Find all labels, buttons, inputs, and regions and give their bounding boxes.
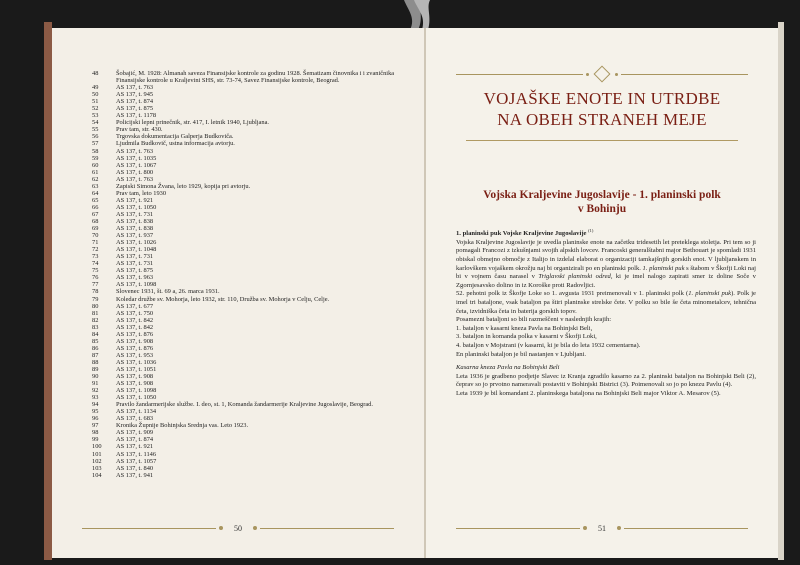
endnote-number: 55	[92, 126, 99, 134]
endnote-item	[92, 288, 410, 295]
endnote-number: 71	[92, 239, 99, 247]
paragraph: Vojska Kraljevine Jugoslavije je uvedla planinske enote na začetku tridesetih let preteklega stoletja. Pri tem so ji pomagali Francozi z izkušnjami svojih alpskih lovcev. Francoski generalštabni major Bethouart je spomladi 1931 obiskal obmejno območje z Italijo in izdelal elaborat o organizaciji tamkajšnjih gorskih enot. V ljubljanskem in karlovškem vojaškem okrožju naj bi organizirali po en planinski polk. 1. planinski puk s štabom v Škofji Loki naj bi v vojnem času narasel v Triglavski planinski odred, ki je imel nalogo zapirati smer iz doline Soče v Zgornjesavsko dolino in iz Koroške proti Radovljici.	[456, 238, 756, 289]
list-item: 4. bataljon v Mojstrani (v kasarni, ki je bila do leta 1932 cementarna).	[456, 341, 641, 349]
endnote-number: 70	[92, 232, 99, 240]
endnote-item	[92, 317, 410, 324]
endnote-item	[92, 472, 410, 479]
endnote-number: 54	[92, 119, 99, 127]
endnote-number: 63	[92, 182, 99, 190]
endnote-number: 53	[92, 112, 99, 120]
top-ornament	[456, 68, 748, 80]
section-title-line: v Bohinju	[577, 203, 627, 215]
endnote-text: AS 137, t. 874	[116, 436, 154, 444]
endnote-text: AS 137, t. 842	[116, 323, 154, 331]
endnote-text: AS 137, t. 1050	[116, 203, 157, 211]
endnote-number: 61	[92, 168, 99, 176]
endnote-text: AS 137, t. 677	[116, 302, 154, 310]
endnote-number: 82	[92, 316, 99, 324]
endnote-item	[92, 140, 410, 147]
endnote-number: 74	[92, 260, 99, 268]
endnote-text: Prav tam, leto 1930	[116, 189, 167, 197]
endnote-text: AS 137, t. 875	[116, 267, 154, 275]
endnote-number: 67	[92, 210, 99, 218]
endnote-text: AS 137, t. 937	[116, 232, 154, 240]
endnote-text: AS 137, t. 842	[116, 316, 154, 324]
endnote-item	[92, 296, 410, 303]
endnote-number: 102	[92, 457, 102, 465]
endnote-text: Slovenec 1931, št. 69 a, 26. marca 1931.	[116, 288, 220, 296]
endnote-item	[92, 133, 410, 140]
endnote-number: 60	[92, 161, 99, 169]
endnote-number: 78	[92, 288, 99, 296]
endnote-item	[92, 359, 410, 366]
endnote-number: 92	[92, 387, 99, 395]
endnotes-list	[92, 70, 410, 479]
endnote-number: 89	[92, 365, 99, 373]
endnote-number: 88	[92, 358, 99, 366]
endnote-number: 57	[92, 140, 99, 148]
endnote-number: 69	[92, 225, 99, 233]
endnote-text: Policijski lepni prinečnik, str. 417, I. letnik 1940, Ljubljana.	[116, 119, 270, 127]
list-item: En planinski bataljon je bil nastanjen v Ljubljani.	[456, 350, 587, 358]
endnote-text: AS 137, t. 874	[116, 98, 154, 106]
endnote-item	[92, 84, 410, 91]
endnote-number: 99	[92, 436, 99, 444]
endnote-text: AS 137, t. 1098	[116, 387, 157, 395]
section-title-line: Vojska Kraljevine Jugoslavije - 1. planinski polk	[483, 189, 721, 201]
endnote-item	[92, 267, 410, 274]
endnote-text: AS 137, t. 1057	[116, 457, 157, 465]
endnote-number: 66	[92, 203, 99, 211]
endnote-item	[92, 465, 410, 472]
paragraph: Posamezni bataljoni so bili razmeščeni v naslednjih krajih:	[456, 316, 612, 324]
endnote-text: AS 137, t. 1067	[116, 161, 157, 169]
endnote-item	[92, 373, 410, 380]
endnote-number: 84	[92, 330, 99, 338]
endnote-number: 59	[92, 154, 99, 162]
endnote-number: 58	[92, 147, 99, 155]
endnote-item	[92, 429, 410, 436]
chapter-title-line: NA OBEH STRANEH MEJE	[497, 110, 707, 129]
paragraph: 52. pehotni polk iz Škofje Loke so 1. avgusta 1931 preimenovali v 1. planinski polk (1. planinski puk). Polk je imel tri bataljone, vsak bataljon pa štiri planinske strelske čete. V polku so bile še četa minometalcev, tehnična četa, izvidniška četa in baterija gorskih topov.	[456, 290, 756, 315]
chapter-title	[446, 88, 758, 130]
endnote-number: 48	[92, 70, 99, 77]
endnote-item	[92, 338, 410, 345]
endnote-item	[92, 394, 410, 401]
endnote-text: AS 137, t. 909	[116, 429, 154, 437]
endnote-text: AS 137, t. 876	[116, 344, 154, 352]
endnote-text: Prav tam, str. 430.	[116, 126, 163, 134]
endnote-item	[92, 408, 410, 415]
subheading: 1. planinski puk Vojske Kraljevine Jugoslavije	[456, 230, 587, 238]
endnote-text: Koledar družbe sv. Mohorja, leto 1932, str. 110, Družba sv. Mohorja v Celju, Celje.	[116, 295, 330, 303]
endnote-text: AS 137, t. 876	[116, 330, 154, 338]
list-item: 1. bataljon v kasarni kneza Pavla na Bohinjski Beli,	[456, 324, 593, 332]
endnote-text: AS 137, t. 921	[116, 443, 154, 451]
endnote-text: AS 137, t. 731	[116, 260, 154, 268]
list-item: 3. bataljon in komanda polka v kasarni v Škofji Loki,	[456, 333, 597, 341]
endnote-number: 80	[92, 302, 99, 310]
endnote-text: AS 137, t. 908	[116, 337, 154, 345]
endnote-number: 50	[92, 91, 99, 99]
ornament-emblem-icon	[594, 66, 611, 83]
endnote-item	[92, 401, 410, 408]
endnote-item	[92, 310, 410, 317]
book-cover-edge	[44, 22, 52, 560]
endnote-text: AS 137, t. 763	[116, 175, 154, 183]
endnote-item	[92, 119, 410, 126]
left-footer	[82, 522, 394, 534]
endnote-item	[92, 352, 410, 359]
endnote-text: Trgovska dokumentacija Galperja Budkoviča.	[116, 133, 234, 141]
endnote-text: AS 137, t. 1134	[116, 408, 157, 416]
endnote-text: Šobajić, M. 1928: Almanah saveza Finansijske kontrole za godinu 1928. Šematizam činovnika i i zvaničnika Finansijske kontrole u Kraljevini SHS, str. 73-74, Savez Finansijske kontrole, Beograd.	[116, 70, 395, 85]
endnote-text: AS 137, t. 908	[116, 373, 154, 381]
endnote-number: 91	[92, 380, 99, 388]
endnote-item	[92, 225, 410, 232]
endnote-text: Zapiski Simona Žvana, leto 1929, kopija pri avtorju.	[116, 182, 251, 190]
endnote-number: 72	[92, 246, 99, 254]
endnote-number: 65	[92, 196, 99, 204]
endnote-item	[92, 422, 410, 429]
endnote-item	[92, 70, 410, 84]
endnote-item	[92, 204, 410, 211]
endnote-text: AS 137, t. 763	[116, 84, 154, 92]
endnote-item	[92, 331, 410, 338]
endnote-number: 49	[92, 84, 99, 92]
endnote-number: 64	[92, 189, 99, 197]
endnote-item	[92, 126, 410, 133]
endnote-text: Kronika Župnije Bohinjska Srednja vas. Leto 1923.	[116, 422, 249, 430]
endnote-item	[92, 366, 410, 373]
endnote-item	[92, 281, 410, 288]
endnote-number: 104	[92, 471, 102, 479]
endnote-item	[92, 162, 410, 169]
endnote-item	[92, 112, 410, 119]
endnote-text: AS 137, t. 800	[116, 168, 154, 176]
endnote-text: AS 137, t. 838	[116, 225, 154, 233]
endnote-item	[92, 218, 410, 225]
page-number-right: 51	[598, 523, 606, 533]
endnote-item	[92, 387, 410, 394]
endnote-number: 95	[92, 408, 99, 416]
endnote-item	[92, 148, 410, 155]
endnote-number: 81	[92, 309, 99, 317]
page-number-left: 50	[234, 523, 242, 533]
endnote-text: AS 137, t. 731	[116, 210, 154, 218]
endnote-item	[92, 274, 410, 281]
endnote-number: 85	[92, 337, 99, 345]
endnote-text: AS 137, t. 750	[116, 309, 154, 317]
endnote-number: 86	[92, 344, 99, 352]
endnote-text: AS 137, t. 1098	[116, 281, 157, 289]
endnote-text: AS 137, t. 1036	[116, 358, 157, 366]
endnote-number: 101	[92, 450, 102, 458]
endnote-number: 68	[92, 217, 99, 225]
subsection-heading: Kasarna kneza Pavla na Bohinjski Beli	[456, 364, 560, 372]
endnote-number: 87	[92, 351, 99, 359]
endnote-number: 93	[92, 394, 99, 402]
endnote-text: Ljudmila Budkovič, ustna informacija avtorju.	[116, 140, 235, 148]
endnote-text: AS 137, t. 908	[116, 380, 154, 388]
endnote-item	[92, 155, 410, 162]
endnote-number: 96	[92, 415, 99, 423]
endnote-item	[92, 183, 410, 190]
endnote-number: 83	[92, 323, 99, 331]
endnote-text: AS 137, t. 1048	[116, 246, 157, 254]
endnote-item	[92, 436, 410, 443]
endnote-item	[92, 253, 410, 260]
endnote-item	[92, 324, 410, 331]
endnote-text: AS 137, t. 875	[116, 105, 154, 113]
section-title	[446, 188, 758, 216]
endnote-item	[92, 91, 410, 98]
endnote-text: AS 137, t. 1051	[116, 365, 157, 373]
right-footer	[456, 522, 748, 534]
footnote-ref: (1)	[588, 228, 594, 233]
endnote-text: AS 137, t. 683	[116, 415, 154, 423]
endnote-number: 62	[92, 175, 99, 183]
endnote-number: 97	[92, 422, 99, 430]
right-page	[426, 28, 778, 558]
paragraph: Leta 1939 je bil komandant 2. planinskega bataljona na Bohinjski Beli major Viktor A. Mesarov (5).	[456, 389, 721, 397]
endnote-text: AS 137, t. 1050	[116, 394, 157, 402]
endnote-number: 76	[92, 274, 99, 282]
endnote-text: AS 137, t. 963	[116, 274, 154, 282]
endnote-number: 75	[92, 267, 99, 275]
endnote-item	[92, 232, 410, 239]
book-page-edge	[778, 22, 784, 560]
endnote-item	[92, 197, 410, 204]
bookmark-ribbon-icon	[396, 0, 436, 30]
endnote-text: Pravilo žandarmerijske službe. I. deo, st. 1, Komanda žandarmerije Kraljevine Jugoslavije, Beograd.	[116, 401, 373, 409]
endnote-item	[92, 239, 410, 246]
endnote-text: AS 137, t. 953	[116, 351, 154, 359]
endnote-item	[92, 260, 410, 267]
endnote-number: 103	[92, 464, 102, 472]
endnote-number: 51	[92, 98, 99, 106]
endnote-number: 90	[92, 373, 99, 381]
endnote-number: 100	[92, 443, 102, 451]
endnote-number: 98	[92, 429, 99, 437]
endnote-item	[92, 176, 410, 183]
endnote-item	[92, 345, 410, 352]
endnote-text: AS 137, t. 731	[116, 253, 154, 261]
endnote-number: 56	[92, 133, 99, 141]
endnote-text: AS 137, t. 921	[116, 196, 154, 204]
endnote-item	[92, 246, 410, 253]
endnote-text: AS 137, t. 838	[116, 217, 154, 225]
endnote-text: AS 137, t. 945	[116, 91, 154, 99]
body-text	[456, 227, 756, 398]
endnote-text: AS 137, t. 1146	[116, 450, 157, 458]
endnote-text: AS 137, t. 763	[116, 147, 154, 155]
endnote-text: AS 137, t. 1035	[116, 154, 157, 162]
endnote-number: 94	[92, 401, 99, 409]
endnote-number: 73	[92, 253, 99, 261]
endnote-item	[92, 458, 410, 465]
endnote-item	[92, 190, 410, 197]
endnote-item	[92, 169, 410, 176]
endnote-number: 77	[92, 281, 99, 289]
endnote-number: 52	[92, 105, 99, 113]
endnote-item	[92, 380, 410, 387]
endnote-text: AS 137, t. 1026	[116, 239, 157, 247]
endnote-item	[92, 211, 410, 218]
endnote-item	[92, 303, 410, 310]
endnote-text: AS 137, t. 941	[116, 471, 154, 479]
paragraph: Leta 1936 je gradbeno podjetje Slavec iz Kranja zgradilo kasarno za 2. planinski bataljon na Bohinjski Beli (2), čeprav so jo prvotno nameravali postaviti v Bohinjski Bistrici (3). Poimenovali so jo po knezu Pavlu (4).	[456, 372, 756, 389]
chapter-title-line: VOJAŠKE ENOTE IN UTRDBE	[483, 89, 721, 108]
endnote-item	[92, 98, 410, 105]
endnote-number: 79	[92, 295, 99, 303]
chapter-rule	[466, 140, 738, 141]
left-page	[52, 28, 426, 558]
endnote-text: AS 137, t. 840	[116, 464, 154, 472]
endnote-text: AS 137, t. 1178	[116, 112, 157, 120]
endnote-item	[92, 443, 410, 450]
endnote-item	[92, 105, 410, 112]
endnote-item	[92, 451, 410, 458]
